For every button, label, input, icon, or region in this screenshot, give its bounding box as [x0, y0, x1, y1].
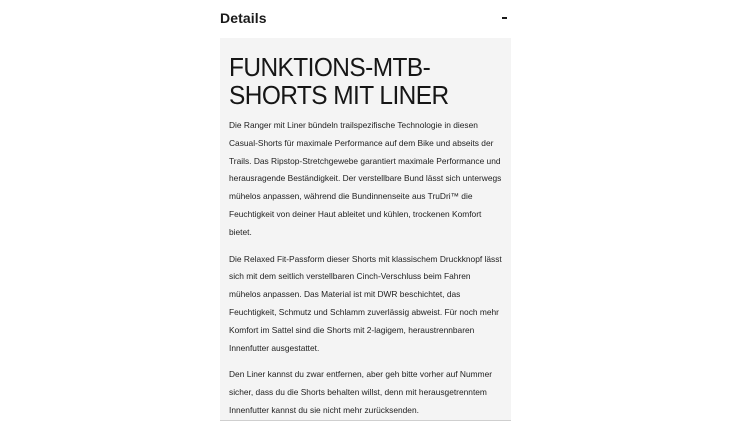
description-paragraph-3: Den Liner kannst du zwar entfernen, aber geh bitte vorher auf Nummer sicher, dass du die Shorts behalten willst, denn mit herausgetrenntem Innenfutter kannst du sie nicht mehr zurücksenden. — [229, 369, 493, 415]
details-accordion-header[interactable] — [220, 0, 511, 34]
details-panel — [220, 38, 511, 421]
product-heading-line-2: SHORTS MIT LINER — [229, 80, 449, 110]
minus-icon-bar — [502, 17, 507, 19]
details-title: Details — [220, 10, 267, 26]
minus-icon[interactable] — [497, 11, 511, 25]
product-heading — [229, 53, 486, 109]
description-paragraph-1: Die Ranger mit Liner bündeln trailspezifische Technologie in diesen Casual-Shorts für maximale Performance auf dem Bike und abseits der Trails. Das Ripstop-Stretchgewebe garantiert maximale Performance und herausragende Beständigkeit. Der verstellbare Bund lässt sich unterwegs mühelos anpassen, während die Bundinnenseite aus TruDri™ die Feuchtigkeit von deiner Haut ableitet und kühlen, trockenen Komfort bietet. — [229, 120, 502, 237]
product-heading-line-1: FUNKTIONS-MTB- — [229, 52, 431, 82]
description-paragraph-2: Die Relaxed Fit-Passform dieser Shorts mit klassischem Druckknopf lässt sich mit dem seitlich verstellbaren Cinch-Verschluss beim Fahren mühelos anpassen. Das Material ist mit DWR beschichtet, das Feuchtigkeit, Schmutz und Schlamm zuverlässig abweist. Für noch mehr Komfort im Sattel sind die Shorts mit 2-lagigem, heraustrennbaren Innenfutter ausgestattet. — [229, 253, 502, 353]
